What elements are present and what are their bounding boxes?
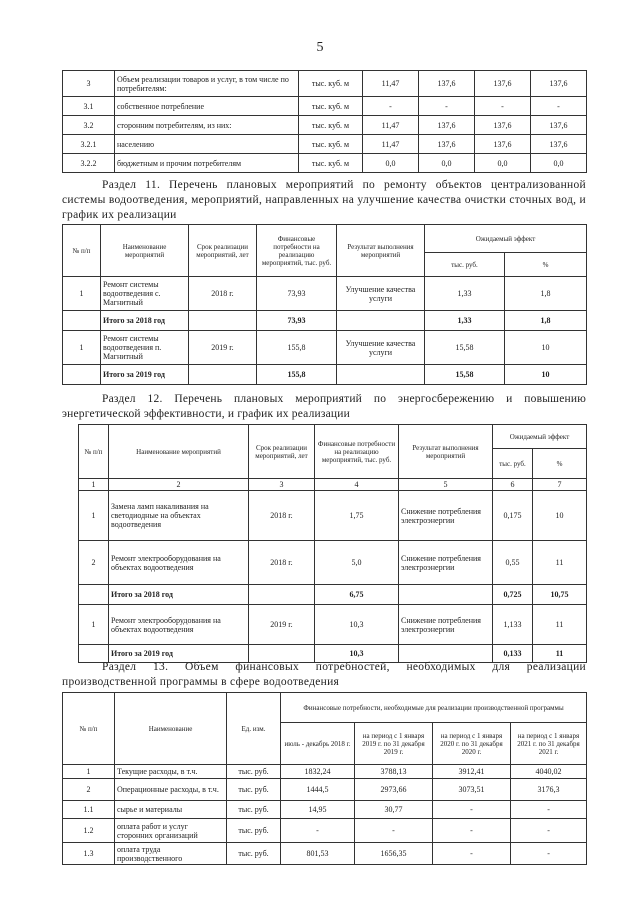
cell: Объем реализации товаров и услуг, в том числе по потребителям: (115, 71, 299, 97)
header-cell: Результат выполнения мероприятий (399, 425, 493, 479)
cell: 0,0 (531, 154, 587, 173)
cell: 10,3 (315, 645, 399, 663)
cell: Улучшение качества услуги (337, 277, 425, 311)
cell: 2019 г. (189, 331, 257, 365)
header-cell: Финансовые потребности на реализацию мероприятий, тыс. руб. (315, 425, 399, 479)
header-cell: % (505, 253, 587, 277)
header-cell: Наименование мероприятий (109, 425, 249, 479)
total-label: Итого за 2018 год (101, 311, 189, 331)
cell: 1832,24 (281, 765, 355, 779)
header-cell: Финансовые потребности, необходимые для реализации производственной программы (281, 693, 587, 723)
table-row (79, 491, 587, 541)
cell: 2 (63, 779, 115, 801)
table-row (79, 605, 587, 645)
header-cell: на период с 1 января 2019 г. по 31 декабря 2019 г. (355, 723, 433, 765)
cell: 137,6 (475, 116, 531, 135)
cell: 3073,51 (433, 779, 511, 801)
cell: 3.2 (63, 116, 115, 135)
cell: 801,53 (281, 843, 355, 865)
cell: 10,75 (533, 585, 587, 605)
cell: - (363, 97, 419, 116)
header-cell: июль - декабрь 2018 г. (281, 723, 355, 765)
cell: 137,6 (419, 116, 475, 135)
cell: 0,175 (493, 491, 533, 541)
header-cell: Ед. изм. (227, 693, 281, 765)
energy-saving-table (78, 424, 587, 663)
cell: 155,8 (257, 331, 337, 365)
cell: 73,93 (257, 311, 337, 331)
cell: 137,6 (531, 116, 587, 135)
section-title-text: Раздел 13. Объем финансовых потребностей, необходимых для реализации производственной программы в сфере водоотведения (62, 661, 586, 688)
cell: тыс. руб. (227, 765, 281, 779)
table-row (63, 116, 587, 135)
cell: 137,6 (419, 71, 475, 97)
cell: - (475, 97, 531, 116)
cell: 1656,35 (355, 843, 433, 865)
cell: 0,725 (493, 585, 533, 605)
table-row (63, 97, 587, 116)
cell: тыс. руб. (227, 779, 281, 801)
cell: 137,6 (531, 135, 587, 154)
cell: 3.2.2 (63, 154, 115, 173)
cell: 1.2 (63, 819, 115, 843)
header-cell: на период с 1 января 2020 г. по 31 декабря 2020 г. (433, 723, 511, 765)
cell: 6 (493, 479, 533, 491)
cell: 1,75 (315, 491, 399, 541)
cell: Улучшение качества услуги (337, 331, 425, 365)
header-cell: Финансовые потребности на реализацию мероприятий, тыс. руб. (257, 225, 337, 277)
cell: 0,133 (493, 645, 533, 663)
header-cell: Наименование (115, 693, 227, 765)
cell: 0,0 (363, 154, 419, 173)
cell: 0,55 (493, 541, 533, 585)
table-header-row (63, 225, 587, 253)
header-cell: тыс. руб. (493, 449, 533, 479)
cell: населению (115, 135, 299, 154)
header-cell: Результат выполнения мероприятий (337, 225, 425, 277)
cell: собственное потребление (115, 97, 299, 116)
cell: Снижение потребления электроэнергии (399, 605, 493, 645)
cell: - (433, 843, 511, 865)
cell: Текущие расходы, в т.ч. (115, 765, 227, 779)
cell: 3176,3 (511, 779, 587, 801)
cell: 4 (315, 479, 399, 491)
cell: - (511, 843, 587, 865)
total-label: Итого за 2019 год (101, 365, 189, 385)
cell: 1 (79, 491, 109, 541)
cell: тыс. руб. (227, 801, 281, 819)
header-cell: Наименование мероприятий (101, 225, 189, 277)
header-cell: Ожидаемый эффект (425, 225, 587, 253)
cell: 1,133 (493, 605, 533, 645)
cell: тыс. куб. м (299, 116, 363, 135)
cell: 5,0 (315, 541, 399, 585)
cell: 3.1 (63, 97, 115, 116)
cell: 1 (79, 605, 109, 645)
cell: оплата работ и услуг сторонних организаций (115, 819, 227, 843)
cell: 11,47 (363, 135, 419, 154)
cell: 2018 г. (189, 277, 257, 311)
cell: 0,0 (475, 154, 531, 173)
cell: 137,6 (475, 71, 531, 97)
cell: 11,47 (363, 71, 419, 97)
cell: 1.3 (63, 843, 115, 865)
section-title-text: Раздел 11. Перечень плановых мероприятий по ремонту объектов централизованной системы водоотведения, мероприятий, направленных на улучшение качества очистки сточных вод, и график их реализации (62, 179, 586, 221)
section-title-text: Раздел 12. Перечень плановых мероприятий по энергосбережению и повышению энергетической эффективности, и график их реализации (62, 393, 586, 420)
cell: 7 (533, 479, 587, 491)
header-cell: № п/п (79, 425, 109, 479)
cell: Замена ламп накаливания на светодиодные на объектах водоотведения (109, 491, 249, 541)
cell: 3.2.1 (63, 135, 115, 154)
cell: 6,75 (315, 585, 399, 605)
cell: тыс. куб. м (299, 97, 363, 116)
total-label: Итого за 2019 год (109, 645, 249, 663)
cell: 3 (249, 479, 315, 491)
header-cell: на период с 1 января 2021 г. по 31 декабря 2021 г. (511, 723, 587, 765)
cell: 1 (79, 479, 109, 491)
cell: 2018 г. (249, 491, 315, 541)
table-row (63, 331, 587, 365)
cell: тыс. куб. м (299, 154, 363, 173)
header-cell: № п/п (63, 693, 115, 765)
header-cell: % (533, 449, 587, 479)
cell: 1.1 (63, 801, 115, 819)
header-cell: № п/п (63, 225, 101, 277)
cell: 1,33 (425, 311, 505, 331)
cell: 10,3 (315, 605, 399, 645)
cell: 10 (533, 491, 587, 541)
table-row (63, 779, 587, 801)
cell: 2 (79, 541, 109, 585)
cell: оплата труда производственного (115, 843, 227, 865)
cell: Ремонт электрооборудования на объектах водоотведения (109, 605, 249, 645)
cell: 2973,66 (355, 779, 433, 801)
cell: бюджетным и прочим потребителям (115, 154, 299, 173)
cell: Снижение потребления электроэнергии (399, 541, 493, 585)
table-row (63, 765, 587, 779)
cell: 4040,02 (511, 765, 587, 779)
table-total-row (63, 365, 587, 385)
cell: 3788,13 (355, 765, 433, 779)
cell: 0,0 (419, 154, 475, 173)
cell: 1 (63, 765, 115, 779)
table-row (63, 135, 587, 154)
cell: тыс. руб. (227, 819, 281, 843)
header-cell: Ожидаемый эффект (493, 425, 587, 449)
financial-needs-table (62, 692, 587, 865)
cell: 73,93 (257, 277, 337, 311)
cell: - (531, 97, 587, 116)
header-cell: тыс. руб. (425, 253, 505, 277)
cell: 2 (109, 479, 249, 491)
cell: - (433, 819, 511, 843)
table-row (63, 843, 587, 865)
cell: 10 (505, 331, 587, 365)
cell: - (511, 819, 587, 843)
cell: 5 (399, 479, 493, 491)
table-header-row (79, 425, 587, 449)
cell: 11,47 (363, 116, 419, 135)
column-number-row (79, 479, 587, 491)
cell: 155,8 (257, 365, 337, 385)
cell: Снижение потребления электроэнергии (399, 491, 493, 541)
cell: 10 (505, 365, 587, 385)
cell: тыс. куб. м (299, 71, 363, 97)
cell: - (355, 819, 433, 843)
total-label: Итого за 2018 год (109, 585, 249, 605)
table-header-row (63, 693, 587, 723)
cell: Ремонт системы водоотведения с. Магнитный (101, 277, 189, 311)
page-number: 5 (316, 40, 324, 55)
table-total-row (79, 585, 587, 605)
cell: 137,6 (475, 135, 531, 154)
cell: 11 (533, 605, 587, 645)
cell: 15,58 (425, 331, 505, 365)
table-total-row (63, 311, 587, 331)
repair-measures-table (62, 224, 587, 385)
cell: 11 (533, 541, 587, 585)
cell: - (511, 801, 587, 819)
table-row (63, 801, 587, 819)
cell: 137,6 (419, 135, 475, 154)
cell: 1,8 (505, 311, 587, 331)
cell: Операционные расходы, в т.ч. (115, 779, 227, 801)
production-volume-table (62, 70, 587, 173)
cell: тыс. руб. (227, 843, 281, 865)
table-row (63, 154, 587, 173)
section-11-title (62, 178, 586, 223)
cell: 2018 г. (249, 541, 315, 585)
cell: 2019 г. (249, 605, 315, 645)
cell: - (281, 819, 355, 843)
cell: 11 (533, 645, 587, 663)
cell: 1,33 (425, 277, 505, 311)
section-12-title (62, 392, 586, 422)
cell: сырье и материалы (115, 801, 227, 819)
cell: 15,58 (425, 365, 505, 385)
cell: тыс. куб. м (299, 135, 363, 154)
cell: Ремонт системы водоотведения п. Магнитный (101, 331, 189, 365)
cell: 1444,5 (281, 779, 355, 801)
cell: 137,6 (531, 71, 587, 97)
section-13-title (62, 660, 586, 690)
table-row (79, 541, 587, 585)
header-cell: Срок реализации мероприятий, лет (249, 425, 315, 479)
cell: 1 (63, 277, 101, 311)
cell: 3 (63, 71, 115, 97)
cell: 30,77 (355, 801, 433, 819)
table-row (63, 277, 587, 311)
cell: 1,8 (505, 277, 587, 311)
cell: 14,95 (281, 801, 355, 819)
cell: - (419, 97, 475, 116)
cell: сторонним потребителям, из них: (115, 116, 299, 135)
cell: Ремонт электрооборудования на объектах водоотведения (109, 541, 249, 585)
table-row (63, 71, 587, 97)
cell: - (433, 801, 511, 819)
table-row (63, 819, 587, 843)
cell: 3912,41 (433, 765, 511, 779)
header-cell: Срок реализации мероприятий, лет (189, 225, 257, 277)
cell: 1 (63, 331, 101, 365)
